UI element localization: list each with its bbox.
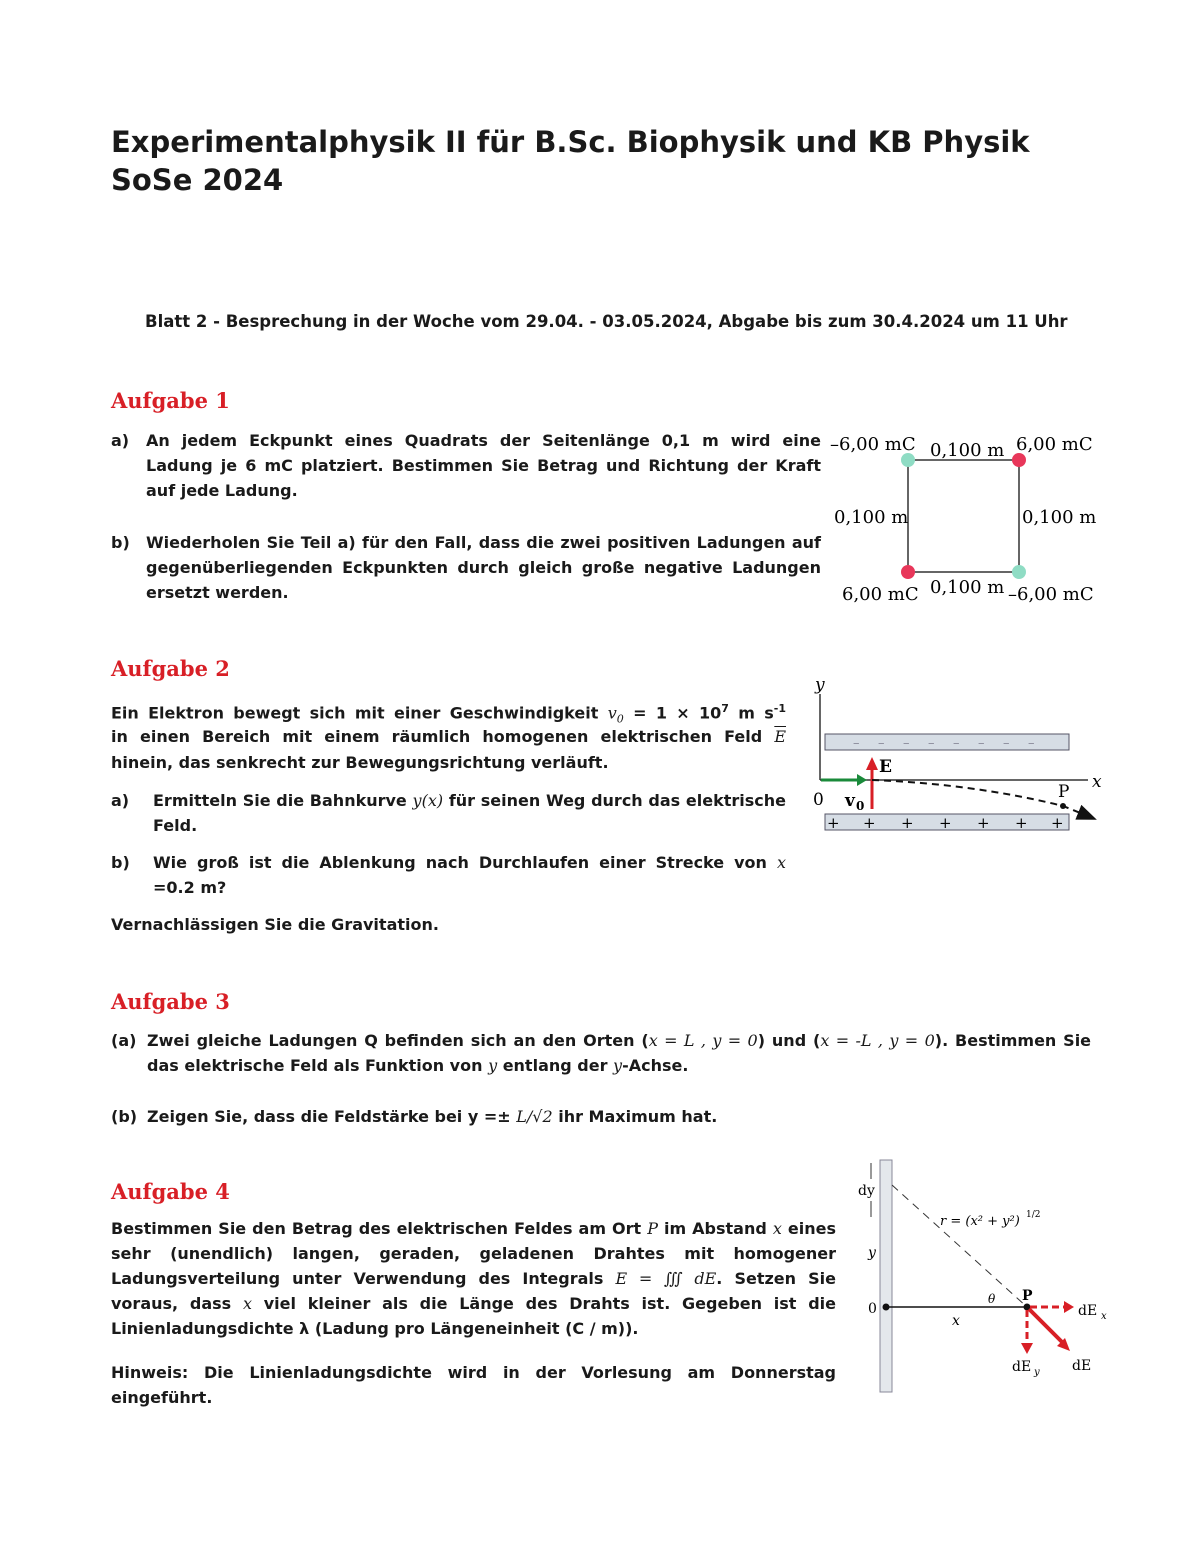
x-label: x — [952, 1313, 960, 1329]
task1-a-text: An jedem Eckpunkt eines Quadrats der Seitenlänge 0,1 m wird eine Ladung je 6 mC platziert. Bestimmen Sie Betrag und Richtung der Kraft auf jede Ladung. — [146, 431, 821, 500]
label-right-mid: 0,100 m — [1022, 507, 1097, 528]
svg-text:–: – — [853, 736, 860, 751]
P-label: P — [1022, 1288, 1033, 1304]
electron-field-figure — [805, 672, 1105, 842]
dEy-label: dE — [1012, 1359, 1032, 1375]
point-P-label: P — [1058, 782, 1070, 802]
charge-top-right — [1012, 453, 1026, 467]
task3-heading: Aufgabe 3 — [111, 989, 230, 1014]
origin-label: 0 — [868, 1301, 877, 1317]
task2-intro-line3: hinein, das senkrecht zur Bewegungsrichtung verläuft. — [111, 753, 609, 772]
task4-paragraph: Bestimmen Sie den Betrag des elektrischen Feldes am Ort P im Abstand x eines sehr (unendlich) langen, geraden, geladenen Drahtes mit homogener Ladungsverteilung unter Verwendung des Integrals E = ∭ dE. Setzen Sie voraus, dass x viel kleiner als die Länge des Drahts ist. Gegeben ist die Linienladungsdichte λ (Ladung pro Längeneinheit (C / m)). — [111, 1219, 837, 1338]
wire-field-figure — [852, 1155, 1112, 1395]
svg-text:x: x — [1101, 1311, 1107, 1322]
task2-a: a) Ermitteln Sie die Bahnkurve y(x) für seinen Weg durch das elektrische Feld. — [111, 791, 787, 835]
svg-text:–: – — [1003, 736, 1010, 751]
svg-text:–: – — [1028, 736, 1035, 751]
velocity-label: v — [845, 791, 855, 811]
charge-top-left — [901, 453, 915, 467]
task4-heading: Aufgabe 4 — [111, 1179, 230, 1204]
task2-intro-line2: in einen Bereich mit einem räumlich homogenen elektrischen Feld $\overline{E}$ — [111, 727, 786, 746]
field-label: E — [879, 757, 892, 777]
task1-b-text: Wiederholen Sie Teil a) für den Fall, dass die zwei positiven Ladungen auf gegenüberliegenden Eckpunkten durch gleich große negative Ladungen ersetzt werden. — [146, 533, 821, 602]
svg-text:y: y — [1034, 1367, 1040, 1378]
y-axis-label: y — [815, 675, 825, 695]
svg-text:–: – — [878, 736, 885, 751]
svg-text:1/2: 1/2 — [1026, 1210, 1041, 1220]
task3-a: (a) Zwei gleiche Ladungen Q befinden sich an den Orten (x = L , y = 0) und (x = -L , y = 0). Bestimmen Sie das elektrische Feld als Funktion von y entlang der y-Achse. — [111, 1031, 1092, 1075]
label-top-left: –6,00 mC — [830, 434, 916, 455]
point-P — [1060, 803, 1066, 809]
svg-text:+: + — [1051, 814, 1064, 832]
label-left-mid: 0,100 m — [834, 507, 909, 528]
svg-text:+: + — [827, 814, 840, 832]
y-label: y — [868, 1245, 876, 1261]
svg-text:–: – — [978, 736, 985, 751]
svg-text:+: + — [977, 814, 990, 832]
label-top-mid: 0,100 m — [930, 440, 1005, 461]
svg-text:+: + — [863, 814, 876, 832]
task2-b: b) Wie groß ist die Ablenkung nach Durchlaufen einer Strecke von x =0.2 m? — [111, 853, 786, 897]
task2-heading: Aufgabe 2 — [111, 656, 230, 681]
label-top-right: 6,00 mC — [1016, 434, 1093, 455]
x-axis-label: x — [1092, 772, 1102, 792]
semester: SoSe 2024 — [111, 163, 284, 197]
task1-b — [111, 530, 821, 605]
task3-b: (b) Zeigen Sie, dass die Feldstärke bei y =± L/√2 ihr Maximum hat. — [111, 1107, 718, 1126]
dEx-label: dE — [1078, 1303, 1098, 1319]
dE-label: dE — [1072, 1358, 1092, 1374]
svg-text:+: + — [901, 814, 914, 832]
svg-text:–: – — [928, 736, 935, 751]
wire — [880, 1160, 892, 1392]
charge-square-figure — [828, 425, 1098, 610]
svg-text:0: 0 — [856, 799, 865, 813]
origin-label: 0 — [813, 790, 824, 810]
dy-label: dy — [858, 1183, 875, 1199]
square-outline — [908, 460, 1019, 572]
label-bottom-mid: 0,100 m — [930, 577, 1005, 598]
svg-text:–: – — [953, 736, 960, 751]
svg-text:+: + — [939, 814, 952, 832]
theta-label: θ — [988, 1292, 996, 1306]
svg-text:–: – — [903, 736, 910, 751]
task1-a-label: a) — [111, 431, 130, 450]
distance-r-line — [892, 1185, 1027, 1307]
task1-b-label: b) — [111, 533, 130, 552]
svg-text:+: + — [1015, 814, 1028, 832]
label-bottom-right: –6,00 mC — [1008, 584, 1094, 605]
task2-intro-line1: Ein Elektron bewegt sich mit einer Geschwindigkeit $v_0 = 1 \times 10^7$ m $s^{-1}$ — [111, 702, 787, 726]
task1-heading: Aufgabe 1 — [111, 388, 230, 413]
charge-bottom-right — [1012, 565, 1026, 579]
sheet-info: Blatt 2 - Besprechung in der Woche vom 29.04. - 03.05.2024, Abgabe bis zum 30.4.2024 um 11 Uhr — [145, 312, 1068, 331]
task1-a — [111, 428, 821, 503]
charge-bottom-left — [901, 565, 915, 579]
dE-arrow — [1029, 1309, 1064, 1344]
task2-note: Vernachlässigen Sie die Gravitation. — [111, 915, 439, 934]
label-bottom-left: 6,00 mC — [842, 584, 919, 605]
document-title: Experimentalphysik II für B.Sc. Biophysik und KB Physik — [111, 125, 1030, 159]
r-label: r = (x² + y²) — [940, 1214, 1020, 1229]
task4-hint: Hinweis: Die Linienladungsdichte wird in der Vorlesung am Donnerstag eingeführt. — [111, 1363, 836, 1407]
integral-formula: E = ∭ dE — [615, 1269, 717, 1288]
